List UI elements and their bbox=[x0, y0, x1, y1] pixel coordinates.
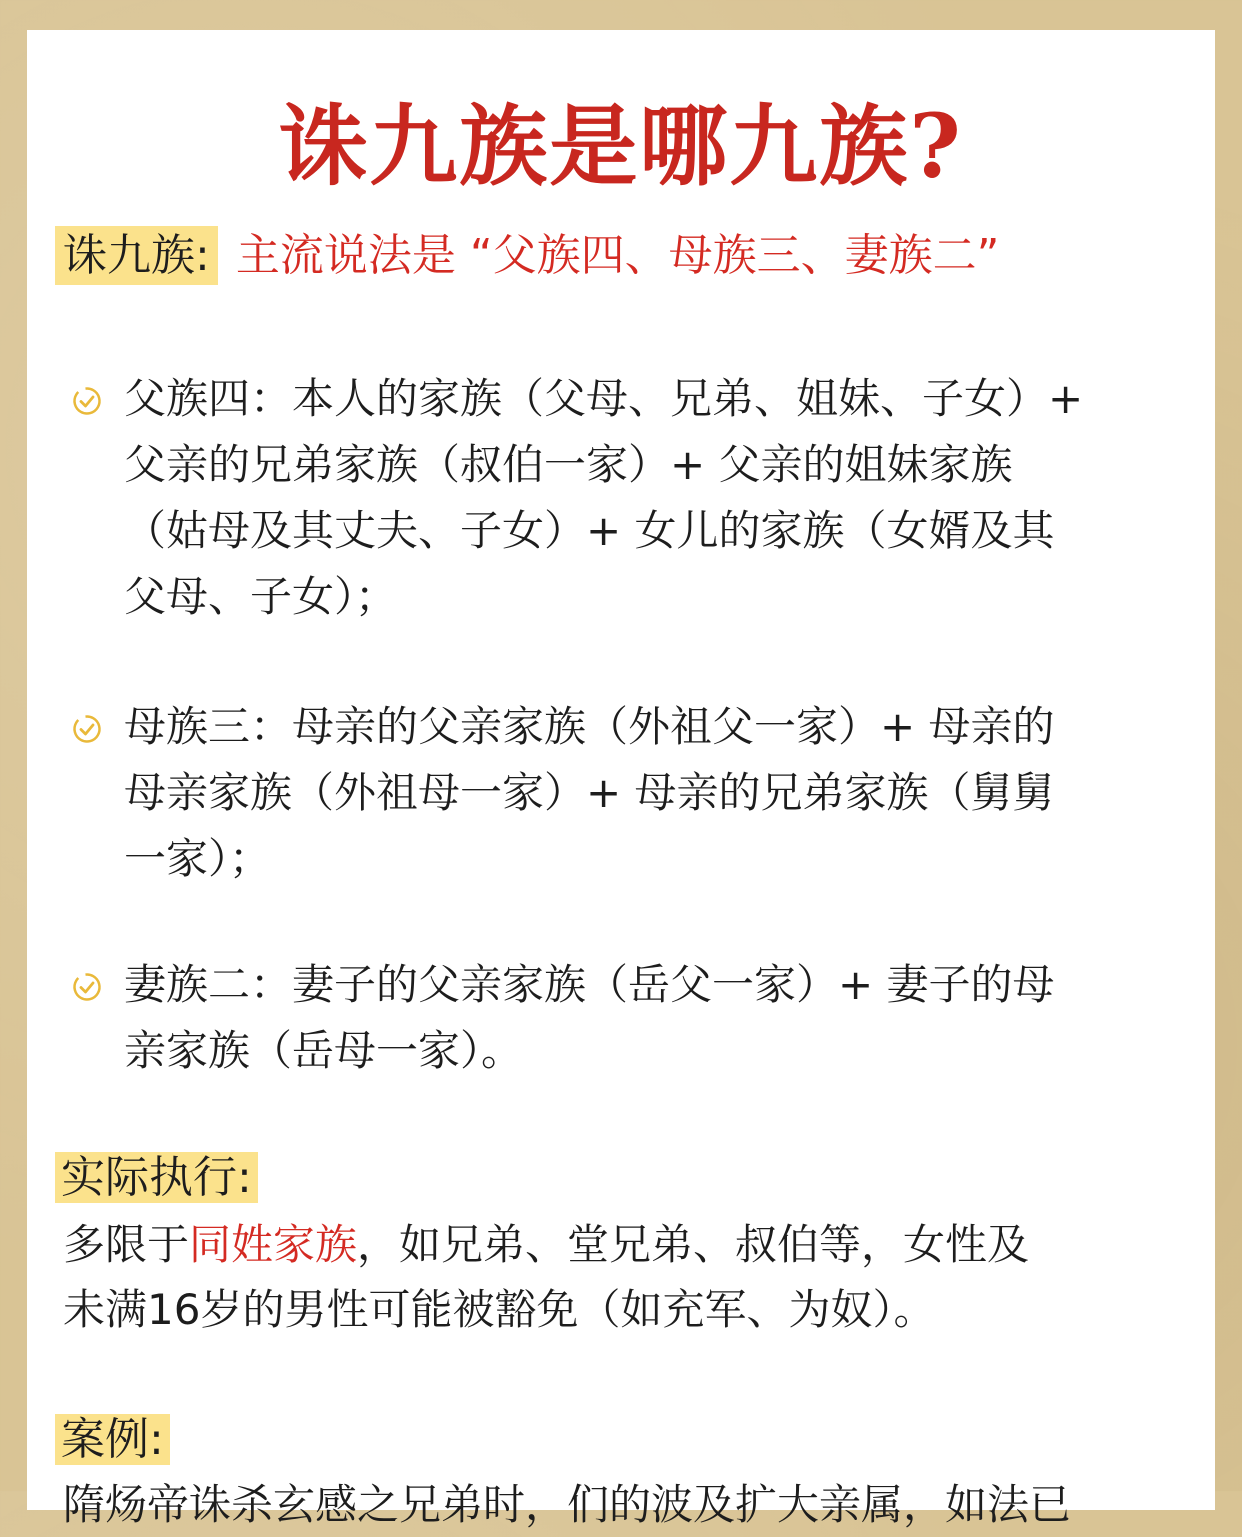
list-item-mother-clan bbox=[72, 694, 1202, 892]
execution-section-label bbox=[55, 1148, 258, 1208]
content-card bbox=[27, 30, 1215, 1529]
case-label: 案例: bbox=[55, 1414, 170, 1465]
list-item-text: 母族三：母亲的父亲家族（外祖父一家）+ 母亲的 母亲家族（外祖母一家）+ 母亲的兄弟家族（舅舅 一家）； bbox=[124, 702, 1055, 883]
list-item-text: 妻族二：妻子的父亲家族（岳父一家）+ 妻子的母 亲家族（岳母一家）。 bbox=[124, 960, 1055, 1075]
check-circle-icon bbox=[72, 714, 102, 744]
intro-text: 主流说法是 “父族四、母族三、妻族二” bbox=[235, 230, 1000, 281]
list-item-father-clan bbox=[72, 366, 1202, 630]
check-circle-icon bbox=[72, 972, 102, 1002]
intro-line bbox=[55, 225, 999, 287]
intro-label: 诛九族: bbox=[55, 226, 218, 285]
check-circle-icon bbox=[72, 386, 102, 416]
case-partial-line: 隋炀帝诛杀玄感之兄弟时，们的波及扩大亲属，如法已 bbox=[63, 1480, 1072, 1529]
list-item-text: 父族四：本人的家族（父母、兄弟、姐妹、子女）+ 父亲的兄弟家族（叔伯一家）+ 父亲的姐妹家族 （姑母及其丈夫、子女）+ 女儿的家族（女婿及其 父母、子女）； bbox=[124, 374, 1084, 621]
execution-text-before: 多限于 bbox=[63, 1220, 190, 1269]
execution-highlight: 同姓家族 bbox=[189, 1220, 358, 1269]
execution-label: 实际执行: bbox=[55, 1152, 258, 1203]
execution-text-after: ，如兄弟、堂兄弟、叔伯等，女性及 未满16岁的男性可能被豁免（如充军、为奴）。 bbox=[63, 1220, 1030, 1334]
list-item-wife-clan bbox=[72, 952, 1202, 1084]
execution-paragraph bbox=[63, 1212, 1193, 1342]
case-section-label bbox=[55, 1410, 170, 1470]
page-title: 诛九族是哪九族? bbox=[279, 94, 963, 198]
